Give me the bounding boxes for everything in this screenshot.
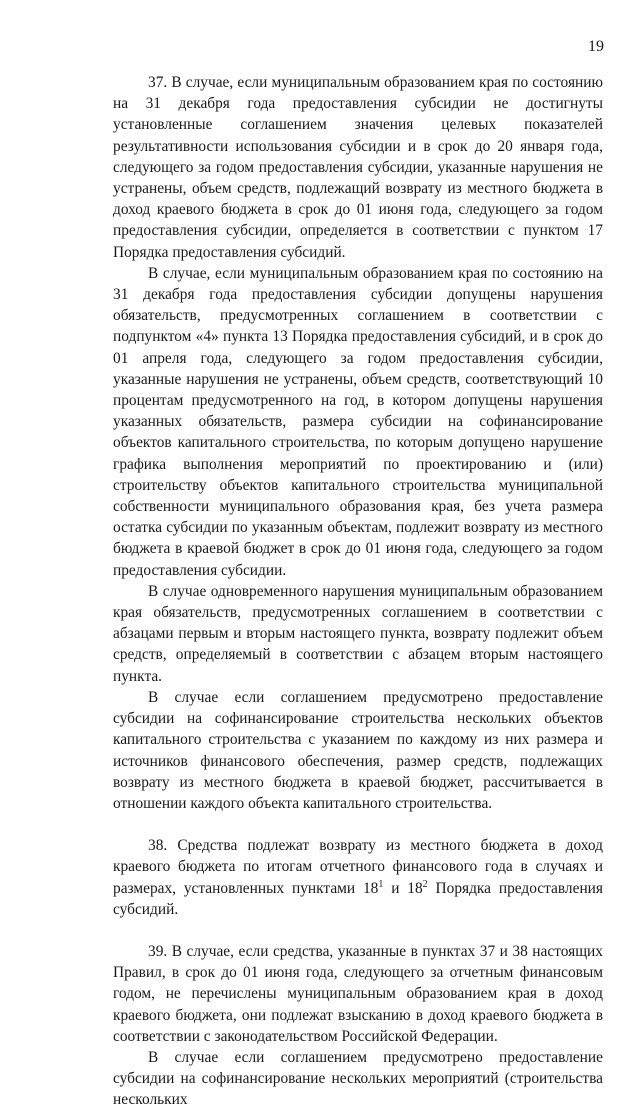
paragraph-39-cofinancing: В случае если соглашением предусмотрено предоставление субсидии на софинансирование нескольких мероприятий (строительства нескольких xyxy=(113,1048,603,1109)
paragraph-37-violations: В случае, если муниципальным образованием края по состоянию на 31 декабря года предоставления субсидии допущены нарушения обязательств, предусмотренных соглашением в соответствии с подпунктом «4» пункта 13 Порядка предоставления субсидий, и в срок до 01 апреля года, следующего за годом предоставления субсидии, указанные нарушения не устранены, объем средств, соответствующий 10 процентам предусмотренного на год, в котором допущены нарушения указанных обязательств, размера субсидии на софинансирование объектов капитального строительства, по которым допущено нарушение графика выполнения мероприятий по проектированию и (или) строительству объектов капитального строительства муниципальной собственности муниципального образования края, без учета размера остатка субсидии по указанным объектам, подлежит возврату из местного бюджета в краевой бюджет в срок до 01 июня года, следующего за годом предоставления субсидии. xyxy=(113,264,603,579)
paragraph-37-simultaneous: В случае одновременного нарушения муниципальным образованием края обязательств, предусмотренных соглашением в соответствии с абзацами первым и вторым настоящего пункта, возврату подлежит объем средств, определяемый в соответствии с абзацем вторым настоящего пункта. xyxy=(113,582,603,685)
superscript-1: 1 xyxy=(378,878,384,890)
document-body xyxy=(113,72,603,1111)
page-number: 19 xyxy=(588,38,604,55)
paragraph-38-text-after: Порядка предоставления субсидий. xyxy=(113,879,603,918)
superscript-2: 2 xyxy=(422,878,428,890)
paragraph-38-text-mid: и 18 xyxy=(383,879,423,897)
paragraph-38-text-before: 38. Средства подлежат возврату из местного бюджета в доход краевого бюджета по итогам отчетного финансового года в случаях и размерах, установленных пунктами 18 xyxy=(113,837,603,897)
paragraph-37: 37. В случае, если муниципальным образованием края по состоянию на 31 декабря года предоставления субсидии не достигнуты установленные соглашением значения целевых показателей результативности использования субсидии и в срок до 20 января года, следующего за годом предоставления субсидии, указанные нарушения не устранены, объем средств, подлежащий возврату из местного бюджета в доход краевого бюджета в срок до 01 июня года, следующего за годом предоставления субсидии, определяется в соответствии с пунктом 17 Порядка предоставления субсидий. xyxy=(113,74,603,261)
paragraph-37-multiple-objects: В случае если соглашением предусмотрено предоставление субсидии на софинансирование строительства нескольких объектов капитального строительства с указанием по каждому из них размера и источников финансового обеспечения, размер средств, подлежащих возврату из местного бюджета в краевой бюджет, рассчитывается в отношении каждого объекта капитального строительства. xyxy=(113,688,603,812)
paragraph-39: 39. В случае, если средства, указанные в пунктах 37 и 38 настоящих Правил, в срок до 01 июня года, следующего за отчетным финансовым годом, не перечислены муниципальным образованием края в доход краевого бюджета, они подлежат взысканию в доход краевого бюджета в соответствии с законодательством Российской Федерации. xyxy=(113,942,603,1045)
paragraph-38 xyxy=(113,835,603,920)
